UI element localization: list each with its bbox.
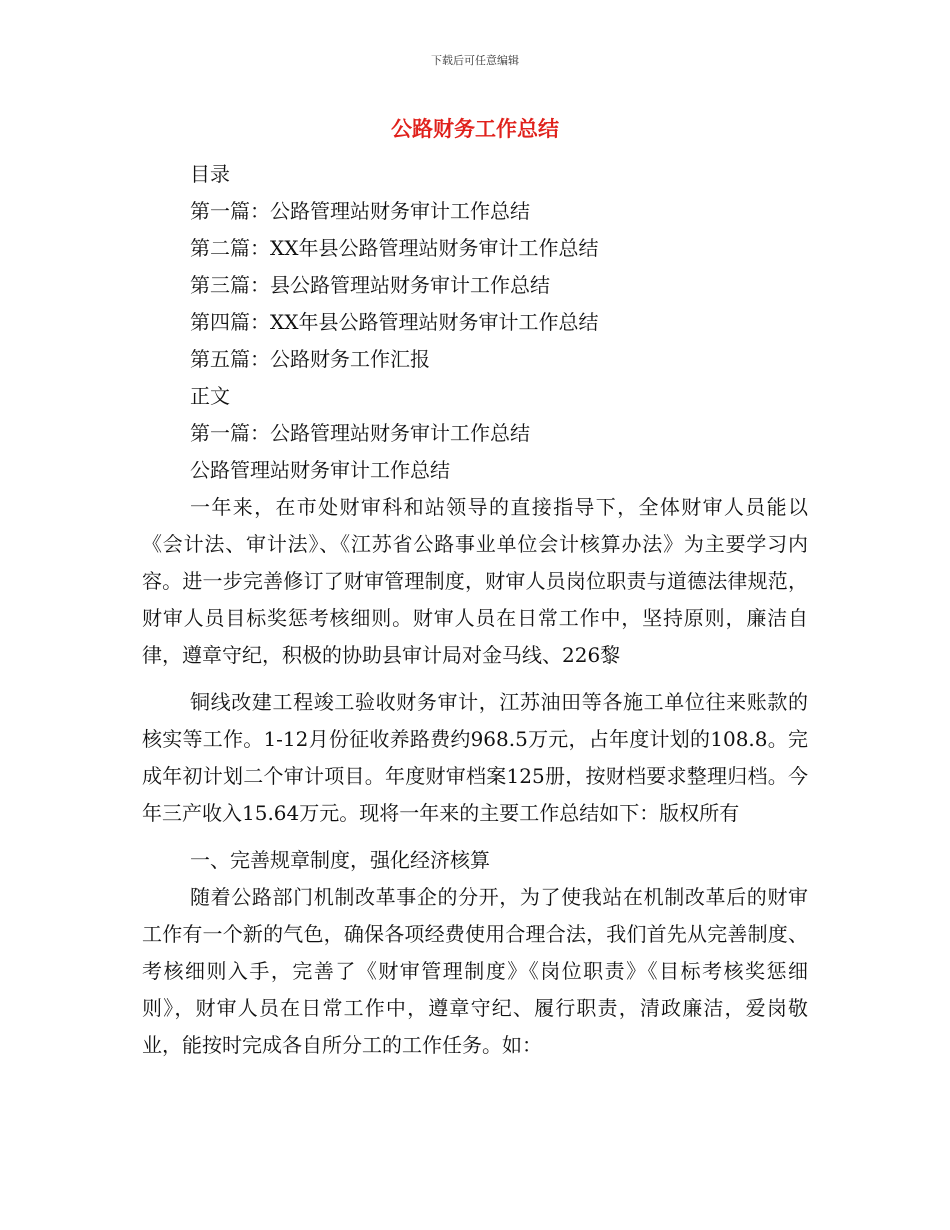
toc-item: 第二篇：XX年县公路管理站财务审计工作总结: [190, 236, 599, 260]
paragraph: 一年来，在市处财审科和站领导的直接指导下，全体财审人员能以《会计法、审计法》、《江苏省公路事业单位会计核算办法》为主要学习内容。进一步完善修订了财审管理制度，财审人员岗位职责与道德法律规范，财审人员目标奖惩考核细则。财审人员在日常工作中，坚持原则，廉洁自律，遵章守纪，积极的协助县审计局对金马线、226黎: [142, 495, 808, 667]
section-subtitle: 公路管理站财务审计工作总结: [190, 458, 450, 482]
body-heading: 正文: [190, 384, 230, 408]
toc-item: 第五篇：公路财务工作汇报: [190, 347, 430, 371]
document-title: 公路财务工作总结: [391, 117, 559, 141]
paragraph: 铜线改建工程竣工验收财务审计，江苏油田等各施工单位往来账款的核实等工作。1-12月份征收养路费约968.5万元，占年度计划的108.8。完成年初计划二个审计项目。年度财审档案125册，按财档要求整理归档。今年三产收入15.64万元。现将一年来的主要工作总结如下：版权所有: [142, 690, 808, 825]
toc-item: 第三篇：县公路管理站财务审计工作总结: [190, 273, 550, 297]
document-body: [142, 156, 808, 1064]
chapter-title: 第一篇：公路管理站财务审计工作总结: [190, 421, 530, 445]
toc-item: 第一篇：公路管理站财务审计工作总结: [190, 199, 530, 223]
section-heading: 一、完善规章制度，强化经济核算: [190, 848, 490, 872]
toc-heading: 目录: [190, 162, 230, 186]
paragraph: 随着公路部门机制改革事企的分开，为了使我站在机制改革后的财审工作有一个新的气色，确保各项经费使用合理合法，我们首先从完善制度、考核细则入手，完善了《财审管理制度》《岗位职责》《目标考核奖惩细则》，财审人员在日常工作中，遵章守纪、履行职责，清政廉洁，爱岗敬业，能按时完成各自所分工的工作任务。如：: [142, 885, 808, 1057]
header-note: 下载后可任意编辑: [431, 54, 519, 67]
toc-item: 第四篇：XX年县公路管理站财务审计工作总结: [190, 310, 599, 334]
